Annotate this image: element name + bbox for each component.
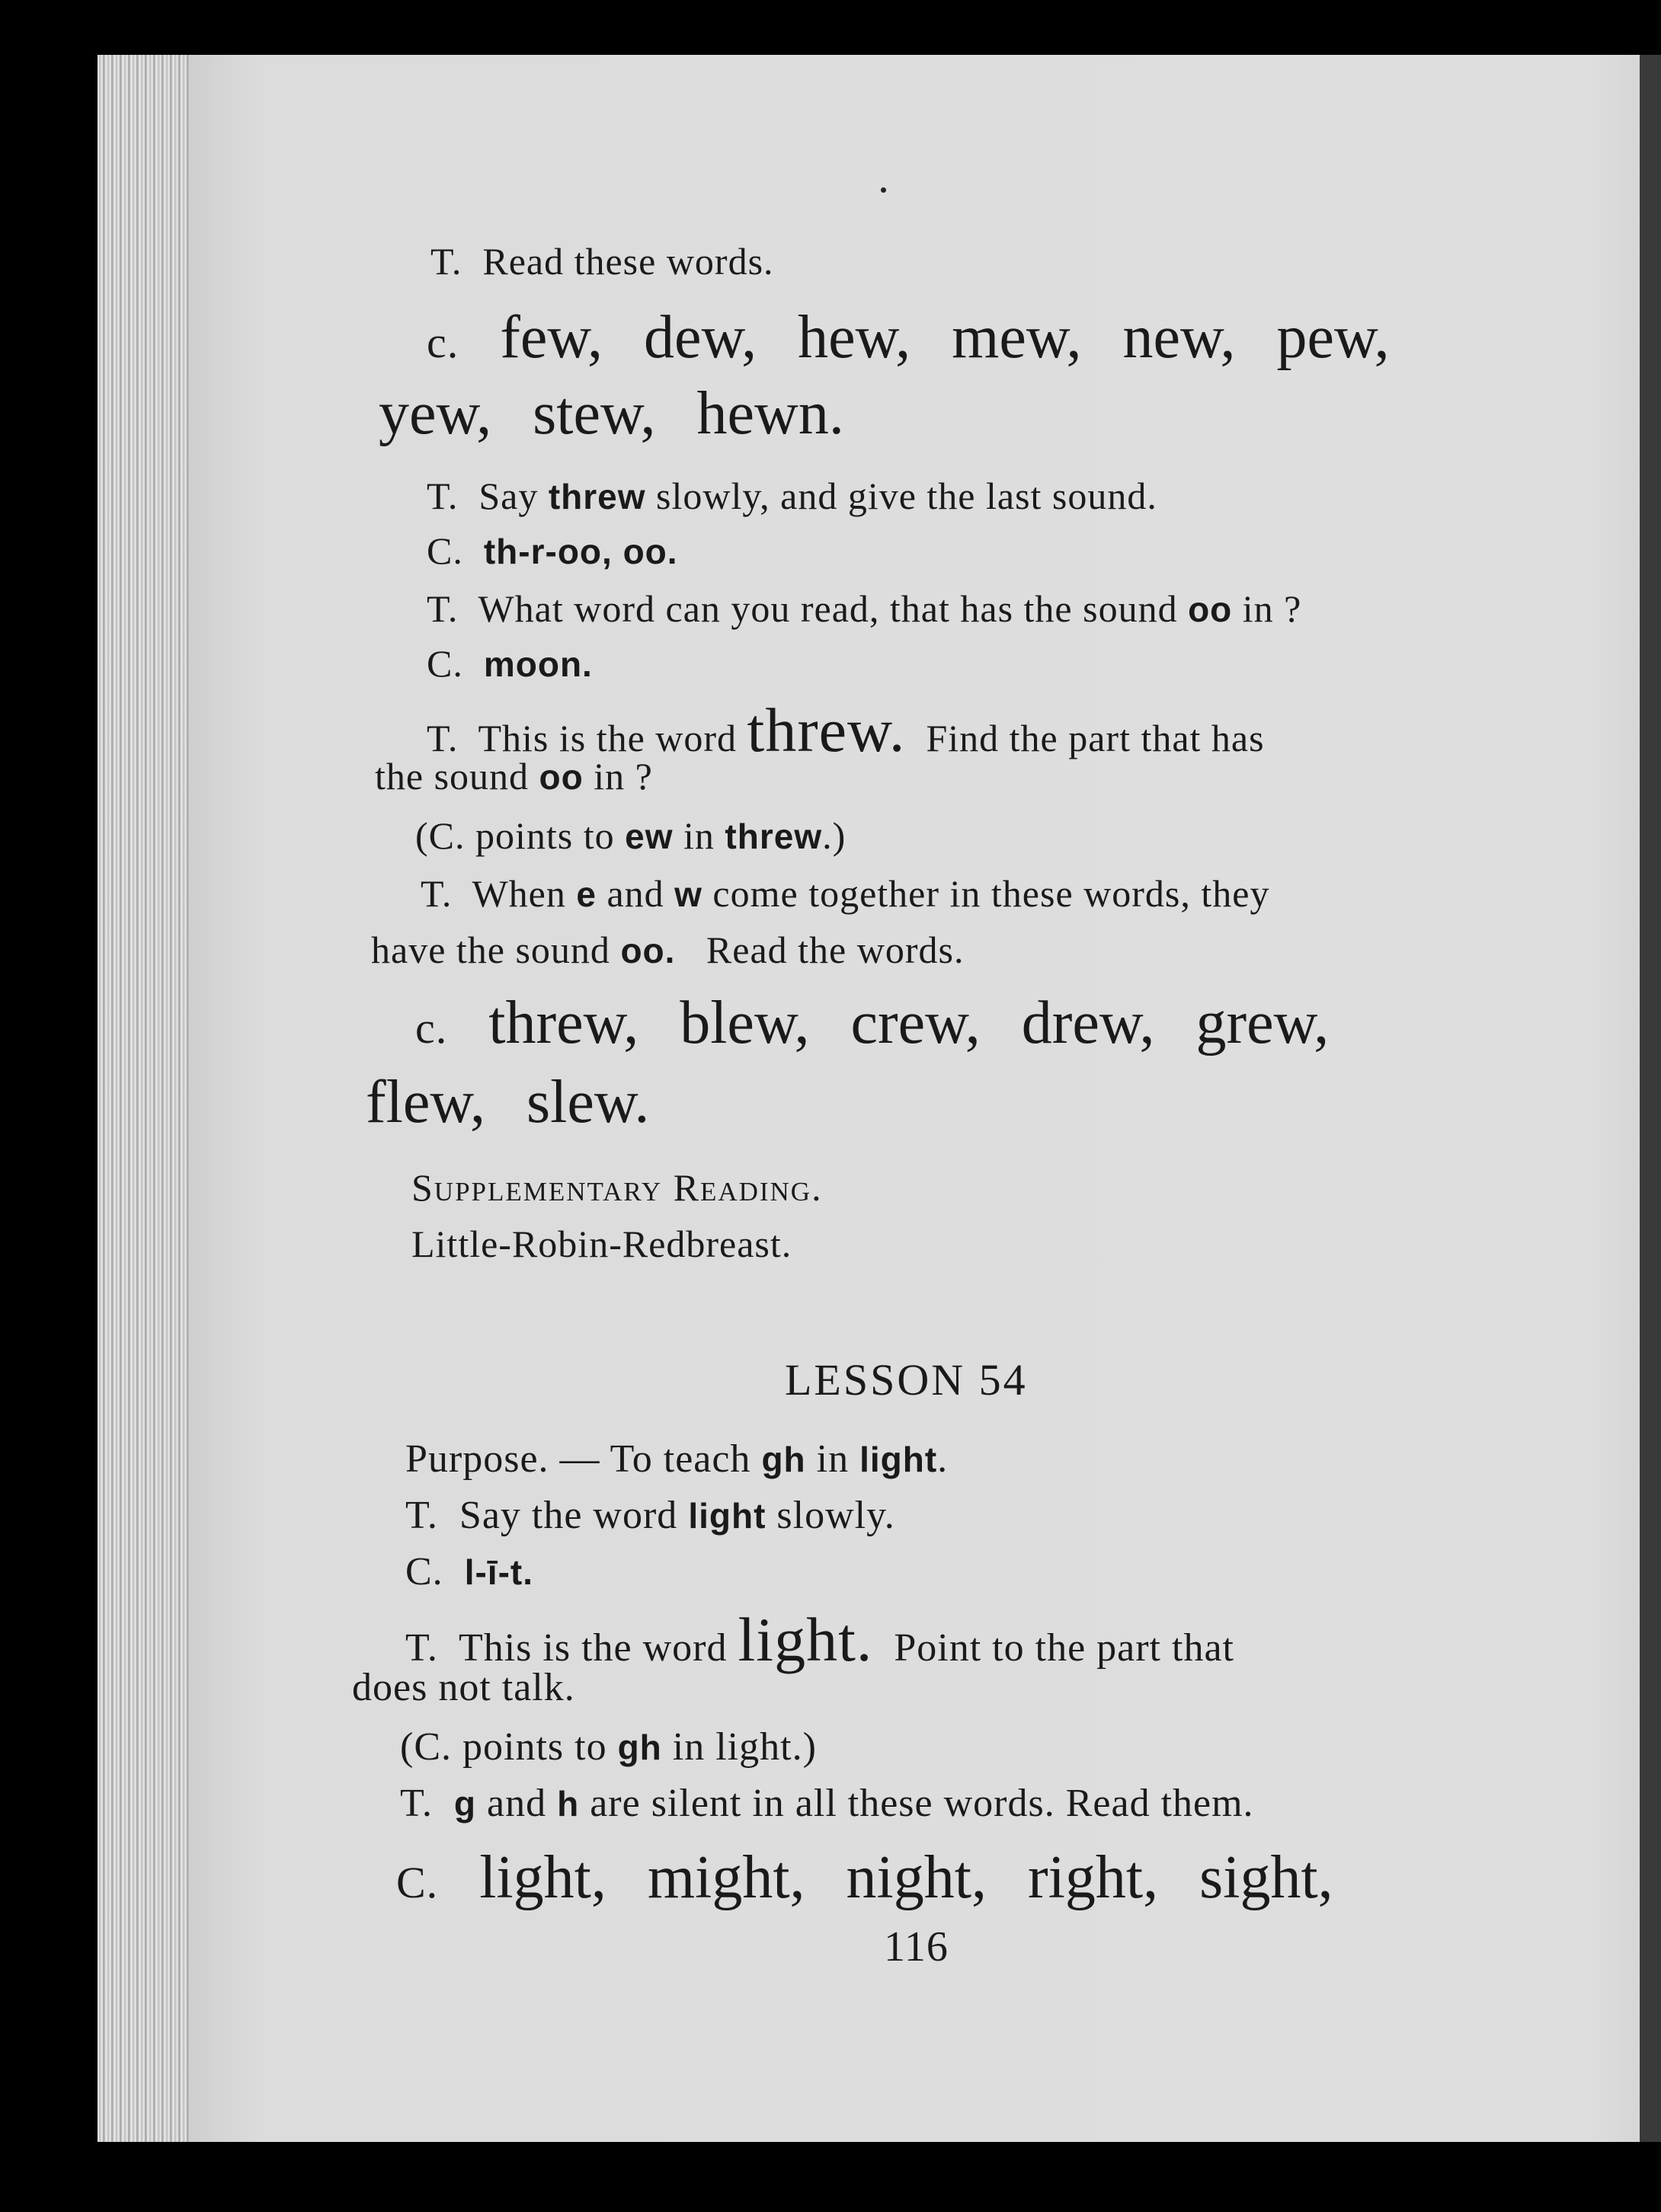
child-action-line: (C. points to ew in threw.) (415, 814, 847, 857)
page-number: 116 (884, 1923, 949, 1971)
child-action-line: (C. points to gh in light.) (400, 1725, 817, 1769)
teacher-line: T. Say threw slowly, and give the last sound. (427, 475, 1157, 517)
dust-speck (881, 187, 886, 193)
supplementary-item: Little-Robin-Redbreast. (411, 1223, 792, 1265)
child-line: C. th-r-oo, oo. (427, 529, 678, 572)
word-list: c. few, dew, hew, mew, new, pew, (427, 304, 1390, 371)
teacher-line: T. g and h are silent in all these words. Read them. (400, 1782, 1254, 1825)
child-line: C. l-ī-t. (405, 1550, 533, 1593)
word-list: C. light, might, night, right, sight, (396, 1844, 1333, 1911)
teacher-line: T. Say the word light slowly. (405, 1494, 895, 1537)
supplementary-heading: Supplementary Reading. (411, 1166, 823, 1209)
word-list: flew, slew. (366, 1069, 650, 1136)
teacher-line-cont: the sound oo in ? (375, 755, 653, 798)
teacher-line: T. When e and w come together in these words, they (421, 872, 1270, 915)
child-line: C. moon. (427, 642, 593, 685)
teacher-line-cont: does not talk. (352, 1666, 575, 1709)
teacher-line: T. This is the word threw. Find the part that has (427, 695, 1265, 765)
teacher-line: T. What word can you read, that has the sound oo in ? (427, 587, 1302, 630)
teacher-line: T. This is the word light. Point to the part that (405, 1605, 1234, 1674)
word-list: yew, stew, hewn. (379, 380, 844, 447)
teacher-line: T. Read these words. (430, 240, 774, 283)
lesson-title: LESSON 54 (785, 1355, 1028, 1405)
teacher-line-cont: have the sound oo. Read the words. (371, 929, 965, 971)
right-margin-shadow (1640, 55, 1661, 2142)
purpose-line: Purpose. — To teach gh in light. (405, 1437, 949, 1481)
word-list: c. threw, blew, crew, drew, grew, (415, 989, 1330, 1056)
page-edges (98, 55, 189, 2142)
